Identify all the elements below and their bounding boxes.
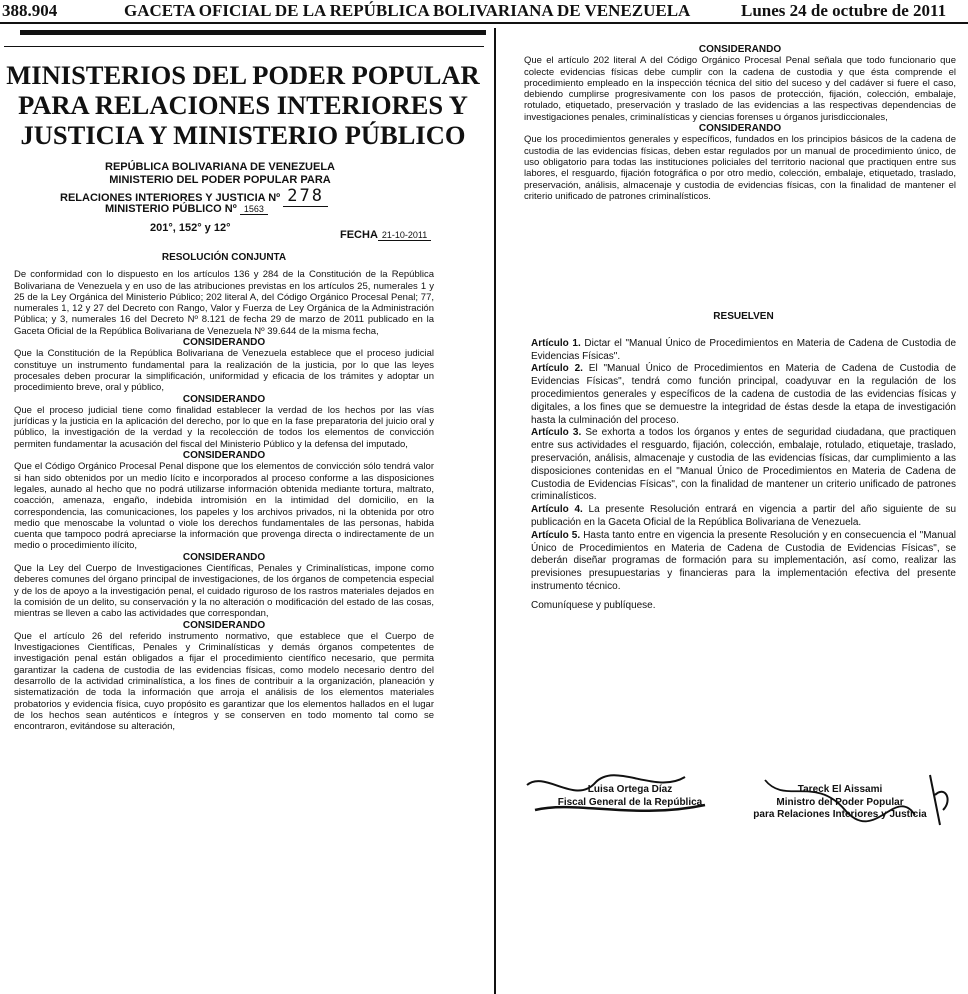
considerando-paragraph: Que el Código Orgánico Procesal Penal dispone que los elementos de convicción sólo tendrá valor si han sido obtenidos por un medio lícito e incorporados al proceso conforme a las disposiciones legales, aunado al hecho que no podrá utilizarse información obtenida mediante tortura, maltrato, coacción, amenaza, engaño, indebida intromisión en la intimidad del domicilio, en la correspondencia, las comunicaciones, los papeles y los archivos privados, ni la obtenida por otro medio que menoscabe la voluntad o viole los derechos fundamentales de las personas, habida cuenta que tampoco podrá apreciarse la información que provenga directa o indirectamente de un medio o procedimiento ilícito, (14, 461, 434, 552)
ident-mp-label: MINISTERIO PÚBLICO Nº (105, 203, 237, 215)
ident-ministry: MINISTERIO DEL PODER POPULAR PARA (109, 173, 331, 186)
signer-name: Tareck El Aissami (797, 784, 883, 795)
article-text: Hasta tanto entre en vigencia la presente Resolución y en consecuencia el "Manual Único de Procedimientos en Materia de Cadena de Custodia de Evidencias Físicas", se deberán diseñar programas de formación para su implementación, así como, realizar las previsiones presupuestarias y financieras para la implementación efectiva del presente instrumento técnico. (531, 529, 957, 592)
signer-role: para Relaciones Interiores y Justicia (753, 809, 927, 820)
article-1 (531, 338, 956, 364)
considerando-paragraph: Que el artículo 26 del referido instrumento normativo, que establece que el Cuerpo de Investigaciones Científicas, Penales y Criminalísticas y demás órganos competentes de investigación penal están obligados a fijar el procedimiento científico necesario, que permita garantizar la cadena de custodia de las evidencias físicas, como modelo necesario dentro del desarrollo de la actividad criminalística, a los fines de contribuir a la organización, planeación y sistematización de toda la información que arroja el análisis de los elementos materiales probatorios y evidencia física, cuyo propósito es garantizar que los elementos hallados en el lugar de los hechos sean auténticos e íntegros y se conserven en todo momento tal como se encontraron, evitándose su alteración, (14, 630, 434, 733)
minister-signature-stroke (765, 780, 915, 821)
ministry-title (0, 60, 486, 150)
ident-fecha (340, 229, 431, 241)
gazette-title: GACETA OFICIAL DE LA REPÚBLICA BOLIVARIANA DE VENEZUELA (124, 1, 691, 20)
considerando-heading: CONSIDERANDO (698, 44, 782, 55)
article-4 (531, 504, 956, 530)
fecha-label: FECHA (340, 229, 378, 241)
resolution-title: RESOLUCIÓN CONJUNTA (161, 252, 287, 263)
gazette-header (0, 0, 968, 22)
article-label: Artículo 4. (531, 504, 583, 516)
considerando-heading: CONSIDERANDO (182, 619, 266, 631)
header-rule (0, 22, 968, 24)
left-thin-rule (4, 46, 484, 47)
ident-years: 201°, 152° y 12° (150, 222, 231, 234)
article-label: Artículo 3. (531, 427, 582, 439)
ident-mpprij-label: RELACIONES INTERIORES Y JUSTICIA Nº (60, 192, 281, 204)
article-text: Dictar el "Manual Único de Procedimientos en Materia de Cadena de Custodia de Evidencias Físicas". (531, 337, 957, 362)
considerando-paragraph: Que los procedimientos generales y específicos, fundados en los principios básicos de la cadena de custodia de las evidencias físicas, deben estar regulados por un manual de procedimiento único, de uso obligatorio para todas las instituciones policiales del territorio nacional que practiquen entre sus labores, el resguardo, fijación fotográfica o por otro medio, colección, embalaje, etiquetado, traslado, preservación, análisis, almacenaje y custodia de evidencias físicas, con la finalidad de mantener el criterio unificado de patrones criminalísticos. (524, 134, 956, 202)
article-text: La presente Resolución entrará en vigencia a partir del año siguiente de su publicación en la Gaceta Oficial de la República Bolivariana de Venezuela. (531, 504, 957, 528)
fecha-value: 21-10-2011 (378, 230, 431, 241)
considerando-heading: CONSIDERANDO (182, 551, 266, 563)
right-column-considerandos (524, 44, 956, 202)
right-column-resolution (531, 311, 956, 613)
initials-stroke (930, 775, 948, 825)
intro-paragraph: De conformidad con lo dispuesto en los artículos 136 y 284 de la Constitución de la República Bolivariana de Venezuela y en uso de las atribuciones previstas en los artículos 25, numerales 1 y 25 de la Ley Orgánica del Ministerio Público; 202 literal A, del Código Orgánico Procesal Penal; 77, numerales 1, 12 y 27 del Decreto con Rango, Valor y Fuerza de Ley Orgánica de la Administración Pública; y 3, numerales 16 del Decreto Nº 8.121 de fecha 29 de marzo de 2011 publicado en la Gaceta Oficial de la República Bolivariana de Venezuela Nº 39.644 de la misma fecha, (14, 269, 434, 337)
considerando-paragraph: Que la Constitución de la República Bolivariana de Venezuela establece que el proceso judicial constituye un instrumento fundamental para la realización de la justicia, por lo que las leyes procesales deben procurar la simplificación, uniformidad y eficacia de los trámites y adoptar un procedimiento breve, oral y público, (14, 348, 434, 394)
considerando-heading: CONSIDERANDO (182, 337, 266, 349)
considerando-paragraph: Que el artículo 202 literal A del Código Orgánico Procesal Penal señala que todo funcionario que colecte evidencias físicas debe cumplir con la cadena de custodia y que ésta comprende el procedimiento empleado en la inspección técnica del sitio del suceso y del cadáver si fuere el caso, debiendo cumplirse progresivamente con los pasos de protección, fijación, colección, embalaje, rotulado, etiquetado, preservación y traslado de las evidencias a las respectivas dependencias de investigaciones penales, criminalísticas y ciencias forenses u órganos jurisdiccionales, (524, 55, 956, 123)
article-5 (531, 530, 956, 594)
column-divider (494, 28, 496, 994)
ident-mpprij-number: 278 (283, 186, 328, 207)
considerando-paragraph: Que la Ley del Cuerpo de Investigaciones Científicas, Penales y Criminalísticas, impone como deberes comunes del órgano principal de investigaciones, de los órganos de competencia especial y de los de apoyo a la investigación penal, el cuidado riguroso de los rastros materiales dejados en la comisión de un delito, su conservación y la no alteración o modificación del estado de las cosas, mientras se lleven a cabo las actividades que correspondan, (14, 563, 434, 620)
ident-mp-number: 1563 (240, 204, 268, 215)
article-label: Artículo 5. (531, 529, 581, 541)
left-column (14, 252, 434, 732)
header-date: Lunes 24 de octubre de 2011 (741, 1, 947, 20)
article-label: Artículo 2. (531, 363, 583, 375)
considerando-heading: CONSIDERANDO (182, 393, 266, 405)
left-top-bar (20, 30, 486, 35)
closing-formula: Comuníquese y publíquese. (531, 599, 656, 611)
article-3 (531, 427, 956, 504)
article-2 (531, 363, 956, 427)
fiscal-signature-stroke (535, 805, 705, 811)
page-number: 388.904 (2, 1, 58, 20)
considerando-heading: CONSIDERANDO (182, 450, 266, 462)
considerando-heading: CONSIDERANDO (698, 123, 782, 135)
fiscal-signature-stroke (527, 775, 685, 790)
article-text: El "Manual Único de Procedimientos en Materia de Cadena de Custodia de Evidencias Físicas", tendrá como función principal, coadyuvar en la regulación de los procedimientos generales y específicos de la cadena de custodia de las evidencias físicas y digitales, a los fines que se demuestre la integridad de éstas desde la etapa de investigación hasta la culminación del proceso. (531, 363, 957, 426)
resuelven-heading: RESUELVEN (713, 311, 774, 322)
ident-republic: REPÚBLICA BOLIVARIANA DE VENEZUELA (105, 161, 335, 173)
article-text: Se exhorta a todos los órganos y entes de seguridad ciudadana, que practiquen entre sus actividades el resguardo, fijación, colección, embalaje, rotulado, etiquetaje, traslado, preservación, análisis, almacenaje y custodia de las evidencias físicas, dar cumplimiento a las disposiciones contenidas en el "Manual Único de Procedimientos en Materia de Cadena de Custodia de Evidencias Físicas", con la finalidad de mantener un criterio unificado de patrones criminalísticos. (531, 427, 956, 503)
signer-role: Ministro del Poder Popular (776, 796, 904, 808)
ministry-title-line: JUSTICIA Y MINISTERIO PÚBLICO (20, 120, 466, 150)
ministry-title-line: PARA RELACIONES INTERIORES Y (18, 90, 468, 120)
considerando-paragraph: Que el proceso judicial tiene como finalidad establecer la verdad de los hechos por las vías jurídicas y la justicia en la aplicación del derecho, por lo que en la fase preparatoria del juicio oral y público, la investigación de la verdad y la recolección de todos los elementos de convicción permiten fundamentar la acusación del fiscal del Ministerio Público y la defensa del imputado, (14, 404, 434, 450)
signer-role: Fiscal General de la República (557, 796, 703, 808)
ident-mp-line (105, 203, 268, 215)
resolution-ident (40, 161, 400, 186)
signer-name: Luisa Ortega Díaz (587, 784, 673, 795)
article-label: Artículo 1. (531, 337, 581, 349)
ministry-title-line: MINISTERIOS DEL PODER POPULAR (6, 60, 480, 90)
signature-scribbles (515, 765, 955, 835)
